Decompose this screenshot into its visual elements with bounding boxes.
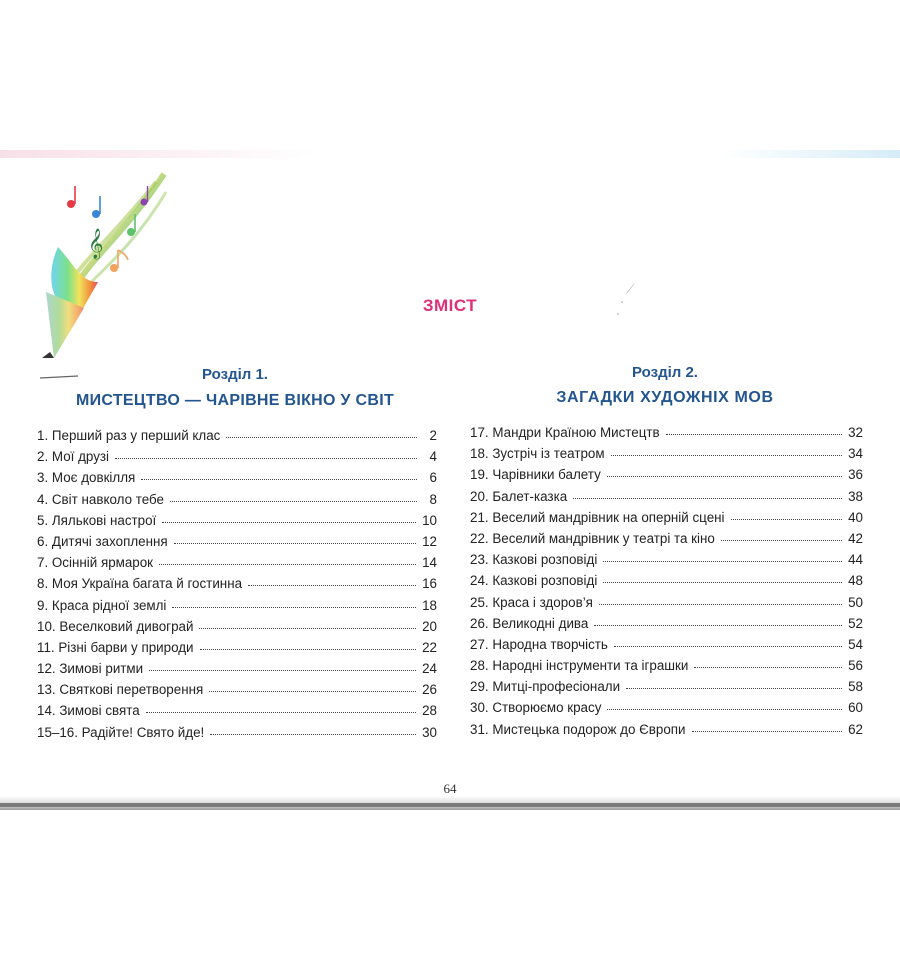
dot-leader xyxy=(172,597,416,608)
toc-entry-page: 2 xyxy=(429,428,437,443)
toc-entry-title: 9. Краса рідної землі xyxy=(37,597,167,613)
toc-entry[interactable] xyxy=(37,598,437,619)
toc-section1-list xyxy=(37,428,437,746)
dot-leader xyxy=(692,721,843,732)
toc-entry-title: 5. Лялькові настрої xyxy=(37,512,157,528)
toc-entry-title: 24. Казкові розповіді xyxy=(470,573,598,589)
dot-leader xyxy=(594,615,842,626)
section1-name: МИСТЕЦТВО — ЧАРІВНЕ ВІКНО У СВІТ xyxy=(75,392,395,409)
dot-leader xyxy=(666,424,842,435)
dot-leader xyxy=(607,466,842,477)
toc-entry-page: 20 xyxy=(422,618,437,634)
toc-entry[interactable] xyxy=(470,700,863,721)
toc-entry-title: 12. Зимові ритми xyxy=(37,661,144,677)
toc-entry-page: 60 xyxy=(848,700,863,716)
toc-entry-page: 14 xyxy=(422,555,437,571)
toc-entry-page: 40 xyxy=(848,509,863,525)
dot-leader xyxy=(146,702,416,713)
toc-entry[interactable] xyxy=(37,534,437,555)
toc-entry[interactable] xyxy=(470,510,863,531)
toc-entry-page: 22 xyxy=(422,639,437,655)
toc-entry-title: 21. Веселий мандрівник на оперній сцені xyxy=(470,509,725,525)
dot-leader xyxy=(626,678,842,689)
toc-entry-title: 25. Краса і здоров’я xyxy=(470,594,593,610)
toc-entry-title: 11. Різні барви у природи xyxy=(37,639,194,655)
dot-leader xyxy=(603,551,842,562)
toc-entry[interactable] xyxy=(470,467,863,488)
page-number: 64 xyxy=(443,781,457,796)
dot-leader xyxy=(141,469,417,480)
dot-leader xyxy=(115,448,417,459)
toc-entry[interactable] xyxy=(37,640,437,661)
toc-section2-list xyxy=(470,425,863,743)
toc-entry-page: 52 xyxy=(848,615,863,631)
toc-entry-title: 27. Народна творчість xyxy=(470,636,608,652)
dot-leader xyxy=(611,445,843,456)
toc-entry-title: 17. Мандри Країною Мистецтв xyxy=(470,425,660,440)
rainbow-pencil-music-notes-icon xyxy=(36,172,171,384)
toc-entry[interactable] xyxy=(37,576,437,597)
dot-leader xyxy=(199,618,416,629)
dot-leader xyxy=(721,530,842,541)
toc-entry-title: 28. Народні інструменти та іграшки xyxy=(470,658,689,674)
toc-entry[interactable] xyxy=(37,449,437,470)
toc-entry-title: 1. Перший раз у перший клас xyxy=(37,428,221,443)
toc-entry-page: 42 xyxy=(848,530,863,546)
toc-entry-page: 56 xyxy=(848,658,863,674)
toc-entry-title: 26. Великодні дива xyxy=(470,615,589,631)
toc-entry-page: 36 xyxy=(848,467,863,483)
toc-entry-title: 3. Моє довкілля xyxy=(37,470,136,486)
dot-leader xyxy=(694,657,842,668)
toc-entry-title: 29. Митці-професіонали xyxy=(470,679,621,695)
toc-entry-title: 19. Чарівники балету xyxy=(470,467,601,483)
toc-entry-page: 4 xyxy=(429,449,437,465)
toc-entry-page: 38 xyxy=(848,488,863,504)
svg-text:𝄞: 𝄞 xyxy=(88,229,104,259)
section2-name: ЗАГАДКИ ХУДОЖНІХ МОВ xyxy=(556,389,774,406)
dot-leader xyxy=(731,509,843,520)
dot-leader xyxy=(174,533,416,544)
toc-entry[interactable] xyxy=(37,725,437,746)
toc-entry[interactable] xyxy=(470,722,863,743)
toc-entry-page: 24 xyxy=(422,661,437,677)
toc-entry-page: 48 xyxy=(848,573,863,589)
toc-entry-title: 8. Моя Україна багата й гостинна xyxy=(37,576,243,592)
dot-leader xyxy=(149,660,416,671)
toc-entry[interactable] xyxy=(470,573,863,594)
toc-entry-page: 50 xyxy=(848,594,863,610)
dot-leader xyxy=(599,594,842,605)
dot-leader xyxy=(209,681,416,692)
toc-entry[interactable] xyxy=(37,492,437,513)
toc-entry-title: 10. Веселковий дивограй xyxy=(37,618,194,634)
toc-entry[interactable] xyxy=(37,661,437,682)
toc-entry-title: 18. Зустріч із театром xyxy=(470,446,605,462)
toc-entry-page: 10 xyxy=(422,512,437,528)
toc-entry-page: 12 xyxy=(422,533,437,549)
dot-leader xyxy=(607,699,842,710)
toc-entry[interactable] xyxy=(470,489,863,510)
toc-entry[interactable] xyxy=(470,595,863,616)
toc-entry-title: 31. Мистецька подорож до Європи xyxy=(470,721,686,737)
dot-leader xyxy=(210,724,416,735)
toc-entry[interactable] xyxy=(470,658,863,679)
dot-leader xyxy=(200,639,417,650)
section1-label: Розділ 1. xyxy=(202,366,268,383)
toc-entry-title: 15–16. Радійте! Свято йде! xyxy=(37,724,205,740)
toc-entry-title: 14. Зимові свята xyxy=(37,703,140,719)
toc-entry[interactable] xyxy=(37,682,437,703)
toc-entry-page: 58 xyxy=(848,679,863,695)
dot-leader xyxy=(226,427,417,438)
toc-entry-page: 44 xyxy=(848,552,863,568)
toc-entry-page: 8 xyxy=(429,491,437,507)
toc-entry-title: 20. Балет-казка xyxy=(470,488,568,504)
dot-leader xyxy=(614,636,842,647)
toc-entry-page: 34 xyxy=(848,446,863,462)
toc-entry[interactable] xyxy=(470,531,863,552)
toc-entry-title: 13. Святкові перетворення xyxy=(37,682,204,698)
toc-entry[interactable] xyxy=(470,552,863,573)
dot-leader xyxy=(159,554,416,565)
toc-entry[interactable] xyxy=(37,703,437,724)
dot-leader xyxy=(170,491,417,502)
toc-entry-title: 6. Дитячі захоплення xyxy=(37,533,168,549)
toc-entry-page: 26 xyxy=(422,682,437,698)
section2-label: Розділ 2. xyxy=(632,364,698,381)
toc-entry-title: 4. Світ навколо тебе xyxy=(37,491,164,507)
toc-entry[interactable] xyxy=(37,470,437,491)
toc-title: ЗМІСТ xyxy=(422,296,478,315)
toc-entry[interactable] xyxy=(470,446,863,467)
dot-leader xyxy=(603,572,842,583)
toc-entry[interactable] xyxy=(470,616,863,637)
toc-entry-title: 2. Мої друзі xyxy=(37,449,110,465)
dot-leader xyxy=(573,488,842,499)
toc-entry-page: 16 xyxy=(422,576,437,592)
toc-entry-title: 7. Осінній ярмарок xyxy=(37,555,154,571)
toc-entry-page: 28 xyxy=(422,703,437,719)
dot-leader xyxy=(248,575,416,586)
toc-entry-page: 30 xyxy=(422,724,437,740)
toc-entry[interactable] xyxy=(37,555,437,576)
toc-entry-page: 18 xyxy=(422,597,437,613)
toc-entry[interactable] xyxy=(470,425,863,446)
toc-entry[interactable] xyxy=(37,428,437,449)
dot-leader xyxy=(162,512,416,523)
page-top-edge xyxy=(0,150,900,158)
toc-entry[interactable] xyxy=(470,679,863,700)
toc-entry-title: 23. Казкові розповіді xyxy=(470,552,598,568)
toc-entry-page: 32 xyxy=(848,425,863,440)
toc-entry-page: 6 xyxy=(429,470,437,486)
toc-entry-title: 22. Веселий мандрівник у театрі та кіно xyxy=(470,530,715,546)
toc-entry-title: 30. Створюємо красу xyxy=(470,700,602,716)
toc-entry[interactable] xyxy=(470,637,863,658)
toc-entry[interactable] xyxy=(37,619,437,640)
page-bottom-edge xyxy=(0,803,900,807)
toc-entry-page: 54 xyxy=(848,636,863,652)
toc-entry-page: 62 xyxy=(848,721,863,737)
toc-entry[interactable] xyxy=(37,513,437,534)
